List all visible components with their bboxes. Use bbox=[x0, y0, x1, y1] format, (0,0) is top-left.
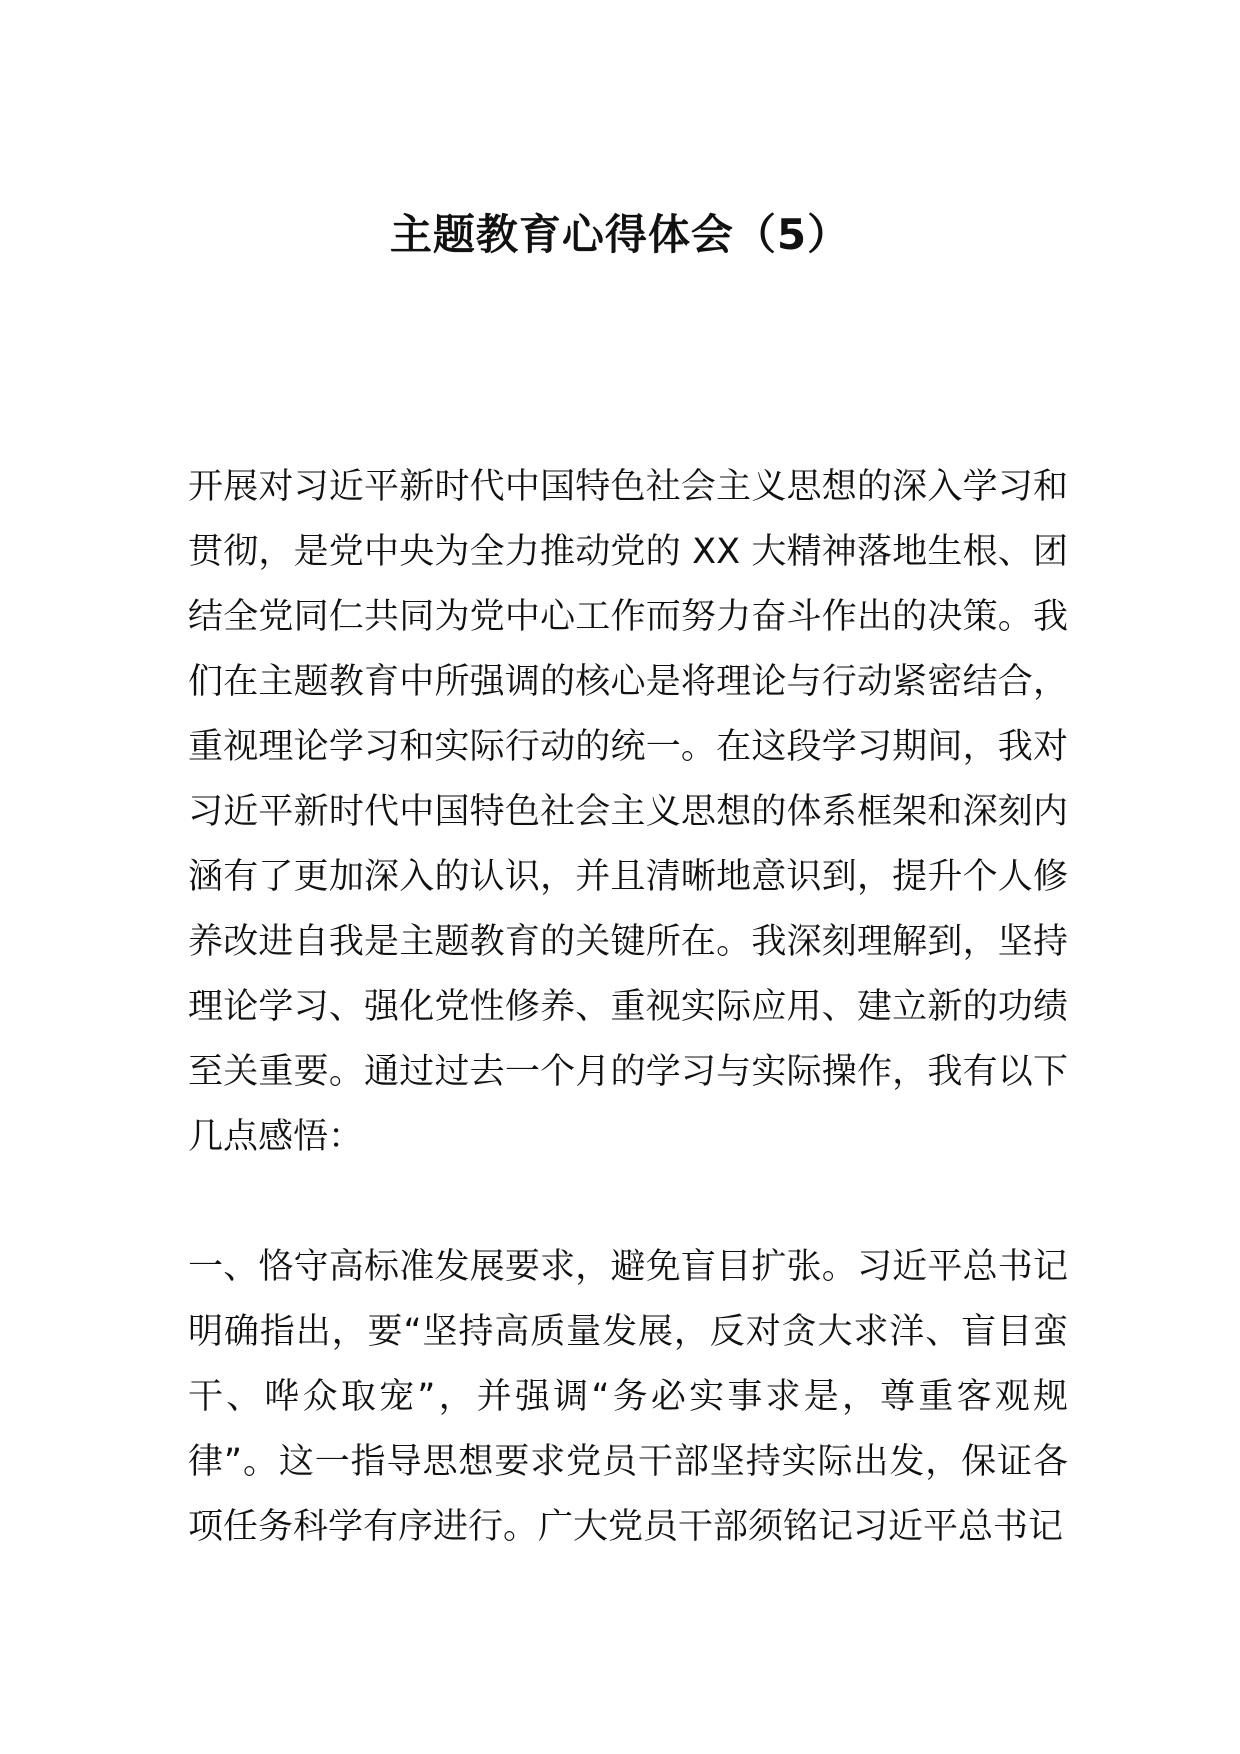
document-title: 主题教育心得体会（5） bbox=[389, 210, 851, 259]
document-body bbox=[188, 455, 1068, 1560]
paragraph-intro: 开展对习近平新时代中国特色社会主义思想的深入学习和贯彻，是党中央为全力推动党的 XX 大精神落地生根、团结全党同仁共同为党中心工作而努力奋斗作出的决策。我们在主题教育中所强调的核心是将理论与行动紧密结合，重视理论学习和实际行动的统一。在这段学习期间，我对习近平新时代中国特色社会主义思想的体系框架和深刻内涵有了更加深入的认识，并且清晰地意识到，提升个人修养改进自我是主题教育的关键所在。我深刻理解到，坚持理论学习、强化党性修养、重视实际应用、建立新的功绩至关重要。通过过去一个月的学习与实际操作，我有以下几点感悟： bbox=[188, 467, 1068, 1157]
paragraph-point-one: 一、恪守高标准发展要求，避免盲目扩张。习近平总书记明确指出，要“坚持高质量发展，反对贪大求洋、盲目蛮干、哗众取宠”，并强调“务必实事求是，尊重客观规律”。这一指导思想要求党员干部坚持实际出发，保证各项任务科学有序进行。广大党员干部须铭记习近平总书记 bbox=[188, 1247, 1068, 1547]
